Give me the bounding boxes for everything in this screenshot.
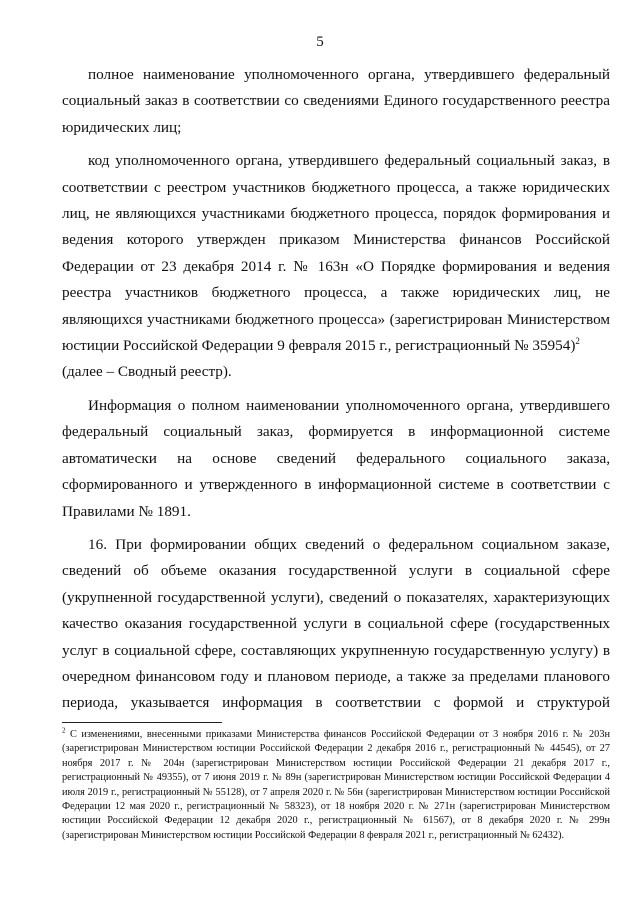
footnote	[62, 728, 610, 843]
paragraph-authority-code-text: код уполномоченного органа, утвердившего федеральный социальный заказ, в соответствии с реестром участников бюджетного процесса, а также юридических лиц, не являющихся участниками бюджетного процесса, порядок формирования и ведения которого утвержден приказом Министерства финансов Российской Федерации от 23 декабря 2014 г. № 163н «О Порядке формирования и ведения реестра участников бюджетного процесса, а также юридических лиц, не являющихся участниками бюджетного процесса» (зарегистрирован Министерством юстиции Российской Федерации 9 февраля 2015 г., регистрационный № 35954)	[62, 152, 610, 355]
paragraph-item-16: 16. При формировании общих сведений о федеральном социальном заказе, сведений об объеме оказания государственной услуги в социальной сфере (укрупненной государственной услуги), сведений о показателях, характеризующих качество оказания государственной услуги в социальной сфере (государственных услуг в социальной сфере, составляющих укрупненную государственную услугу) в очередном финансовом году и плановом периоде, а также за пределами планового периода, указывается информация в соответствии с формой и структурой	[62, 535, 610, 712]
footnote-text: С изменениями, внесенными приказами Министерства финансов Российской Федерации от 3 ноября 2016 г. № 203н (зарегистрирован Министерством юстиции Российской Федерации 2 декабря 2016 г., регистрационный № 44545), от 27 ноября 2017 г. № 204н (зарегистрирован Министерством юстиции Российской Федерации 21 декабря 2017 г., регистрационный № 49355), от 7 июня 2019 г. № 89н (зарегистрирован Министерством юстиции Российской Федерации 4 июля 2019 г., регистрационный № 55128), от 7 апреля 2020 г. № 56н (зарегистрирован Министерством юстиции Российской Федерации 12 мая 2020 г., регистрационный № 58323), от 18 ноября 2020 г. № 271н (зарегистрирован Министерством юстиции Российской Федерации 12 декабря 2020 г., регистрационный № 61567), от 8 декабря 2020 г. № 299н (зарегистрирован Министерством юстиции Российской Федерации 8 февраля 2021 г., регистрационный № 62432).	[62, 729, 610, 841]
paragraph-authority-name: полное наименование уполномоченного органа, утвердившего федеральный социальный заказ в соответствии со сведениями Единого государственного реестра юридических лиц;	[62, 66, 610, 136]
footnote-reference: 2	[575, 336, 580, 346]
main-text	[62, 62, 610, 717]
paragraph-authority-code	[62, 148, 610, 386]
paragraph-information: Информация о полном наименовании уполномоченного органа, утвердившего федеральный социальный заказ, формируется в информационной системе автоматически на основе сведений федерального социального заказа, сформированного и утвержденного в информационной системе в соответствии с Правилами № 1891.	[62, 396, 610, 520]
paragraph-authority-code-tail: (далее – Сводный реестр).	[62, 363, 232, 381]
footnote-divider	[62, 722, 222, 723]
page-number: 5	[316, 34, 324, 50]
footnote-marker: 2	[62, 726, 66, 735]
